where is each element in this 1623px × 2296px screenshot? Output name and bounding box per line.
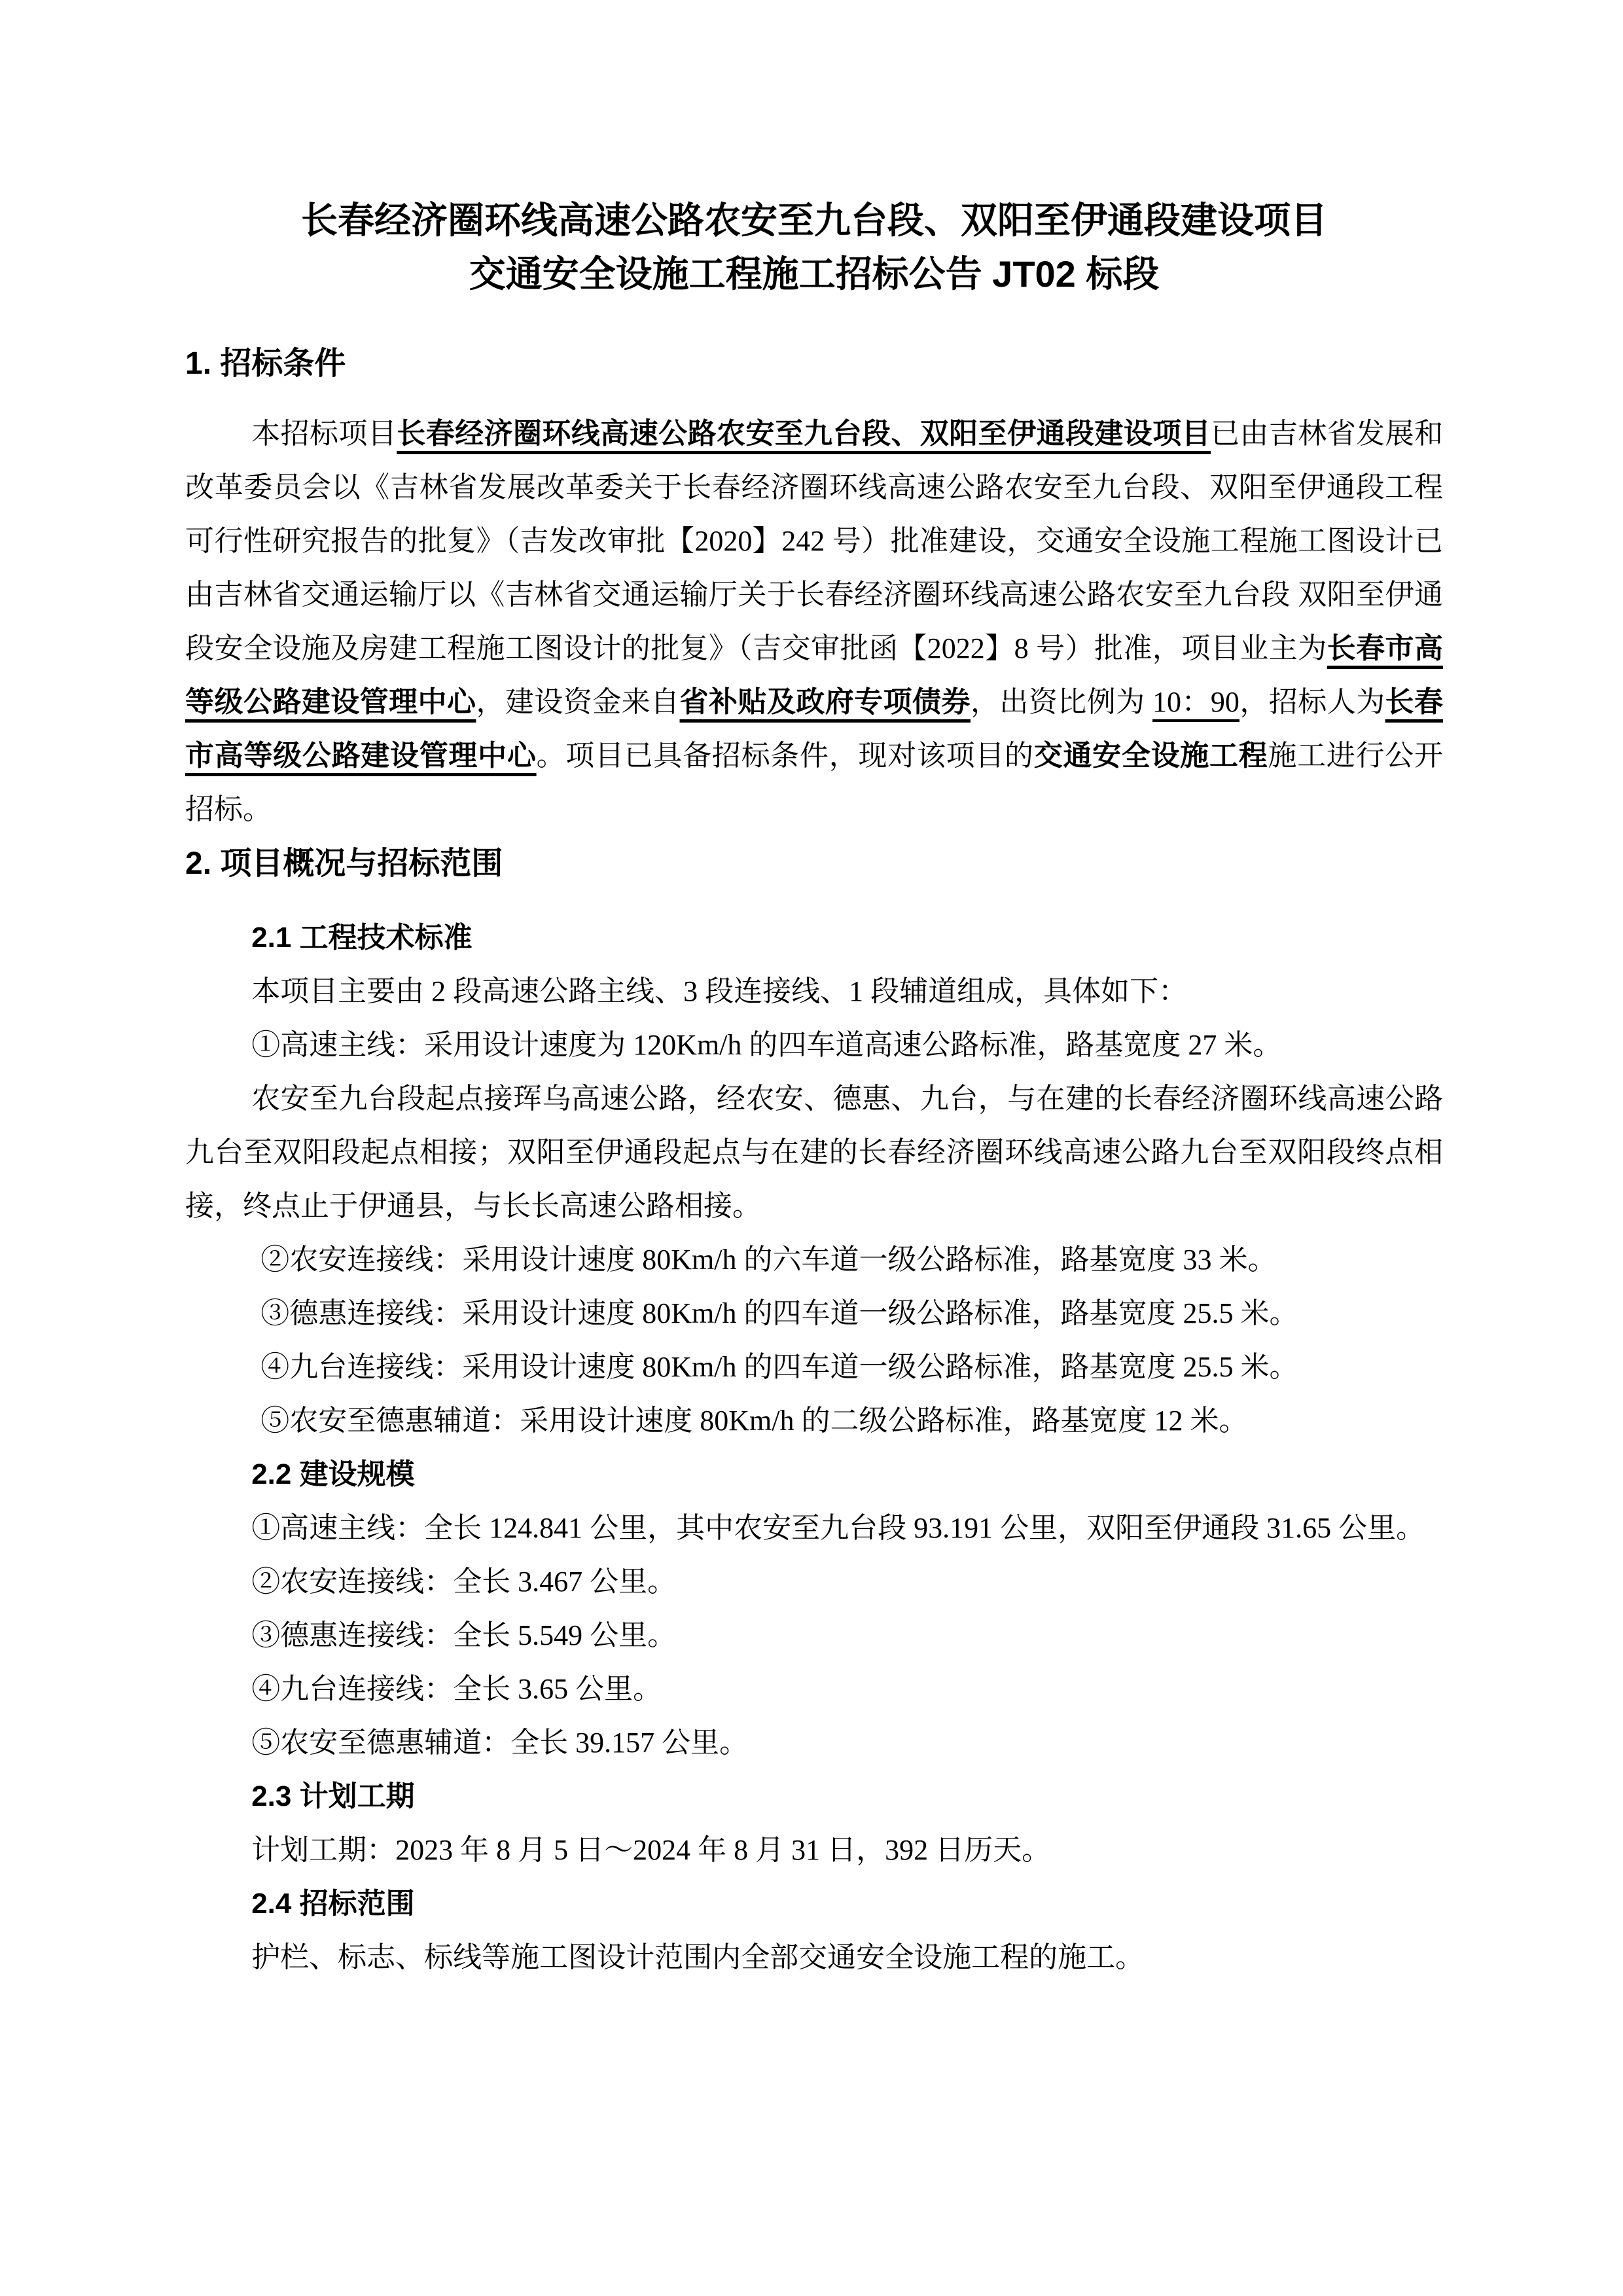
route-description-paragraph: 农安至九台段起点接珲乌高速公路，经农安、德惠、九台，与在建的长春经济圈环线高速公路九台至双阳段起点相接；双阳至伊通段起点与在建的长春经济圈环线高速公路九台至双阳段终点相接，终点止于伊通县，与长长高速公路相接。 xyxy=(185,1083,1443,1222)
auxiliary-road-standard-item: ⑤农安至德惠辅道：采用设计速度 80Km/h 的二级公路标准，路基宽度 12 米。 xyxy=(260,1405,1248,1437)
connector-text-3: ，招标人为 xyxy=(1239,686,1385,718)
work-scope-emphasis: 交通安全设施工程 xyxy=(1033,740,1268,772)
tender-scope-paragraph: 护栏、标志、标线等施工图设计范围内全部交通安全设施工程的施工。 xyxy=(251,1941,1145,1973)
tender-scope-heading: 2.4 招标范围 xyxy=(251,1888,415,1920)
technical-standard-heading: 2.1 工程技术标准 xyxy=(251,922,473,954)
connector-text-2: ，出资比例为 xyxy=(970,686,1153,718)
construction-scale-heading: 2.2 建设规模 xyxy=(251,1458,415,1490)
technical-standard-intro: 本项目主要由 2 段高速公路主线、3 段连接线、1 段辅道组成，具体如下： xyxy=(251,975,1188,1007)
planned-duration-heading: 2.3 计划工期 xyxy=(251,1780,415,1812)
connector-text-4: 。项目已具备招标条件，现对该项目的 xyxy=(536,740,1034,772)
dehui-connector-standard-item: ③德惠连接线：采用设计速度 80Km/h 的四车道一级公路标准，路基宽度 25.5 米。 xyxy=(260,1297,1298,1329)
jiutai-connector-standard-item: ④九台连接线：采用设计速度 80Km/h 的四车道一级公路标准，路基宽度 25.5 米。 xyxy=(260,1351,1298,1383)
project-owner-emphasis: 长春市高等级公路建设管理中心 xyxy=(185,632,1443,718)
document-title-line1: 长春经济圈环线高速公路农安至九台段、双阳至伊通段建设项目 xyxy=(301,200,1327,241)
paragraph-tail-text: 施工进行公开招标。 xyxy=(185,740,1444,825)
document-title xyxy=(185,194,1443,301)
dehui-connector-length-item: ③德惠连接线：全长 5.549 公里。 xyxy=(251,1619,677,1651)
tender-conditions-paragraph xyxy=(185,407,1443,836)
auxiliary-road-length-item: ⑤农安至德惠辅道：全长 39.157 公里。 xyxy=(251,1727,749,1759)
project-name-emphasis: 长春经济圈环线高速公路农安至九台段、双阳至伊通段建设项目 xyxy=(397,418,1211,450)
tender-conditions-heading: 1. 招标条件 xyxy=(185,346,346,381)
mainline-standard-item: ①高速主线：采用设计速度为 120Km/h 的四车道高速公路标准，路基宽度 27 米。 xyxy=(251,1029,1282,1061)
connector-text-1: ，建设资金来自 xyxy=(476,686,680,718)
mainline-length-item: ①高速主线：全长 124.841 公里，其中农安至九台段 93.191 公里，双阳至伊通段 31.65 公里。 xyxy=(251,1512,1425,1544)
funding-ratio-underline: 10：90 xyxy=(1152,686,1240,718)
document-title-line2: 交通安全设施工程施工招标公告 JT02 标段 xyxy=(469,253,1160,295)
approval-text: 已由吉林省发展和改革委员会以《吉林省发展改革委关于长春经济圈环线高速公路农安至九台段、双阳至伊通段工程可行性研究报告的批复》（吉发改审批【2020】242 号）批准建设，交通安全设施工程施工图设计已由吉林省交通运输厅以《吉林省交通运输厅关于长春经济圈环线高速公路农安至九台段 双阳至伊通段安全设施及房建工程施工图设计的批复》（吉交审批函【2022】8 号）批准，项目业主为 xyxy=(185,418,1444,664)
jiutai-connector-length-item: ④九台连接线：全长 3.65 公里。 xyxy=(251,1673,662,1705)
planned-duration-paragraph: 计划工期：2023 年 8 月 5 日～2024 年 8 月 31 日，392 日历天。 xyxy=(251,1834,1051,1866)
project-overview-heading: 2. 项目概况与招标范围 xyxy=(185,846,503,881)
nongan-connector-length-item: ②农安连接线：全长 3.467 公里。 xyxy=(251,1566,677,1598)
tenderee-name-emphasis: 长春市高等级公路建设管理中心 xyxy=(185,686,1444,772)
nongan-connector-standard-item: ②农安连接线：采用设计速度 80Km/h 的六车道一级公路标准，路基宽度 33 米。 xyxy=(260,1244,1277,1276)
funding-source-emphasis: 省补贴及政府专项债券 xyxy=(679,686,971,718)
paragraph-intro-text: 本招标项目 xyxy=(251,418,397,450)
